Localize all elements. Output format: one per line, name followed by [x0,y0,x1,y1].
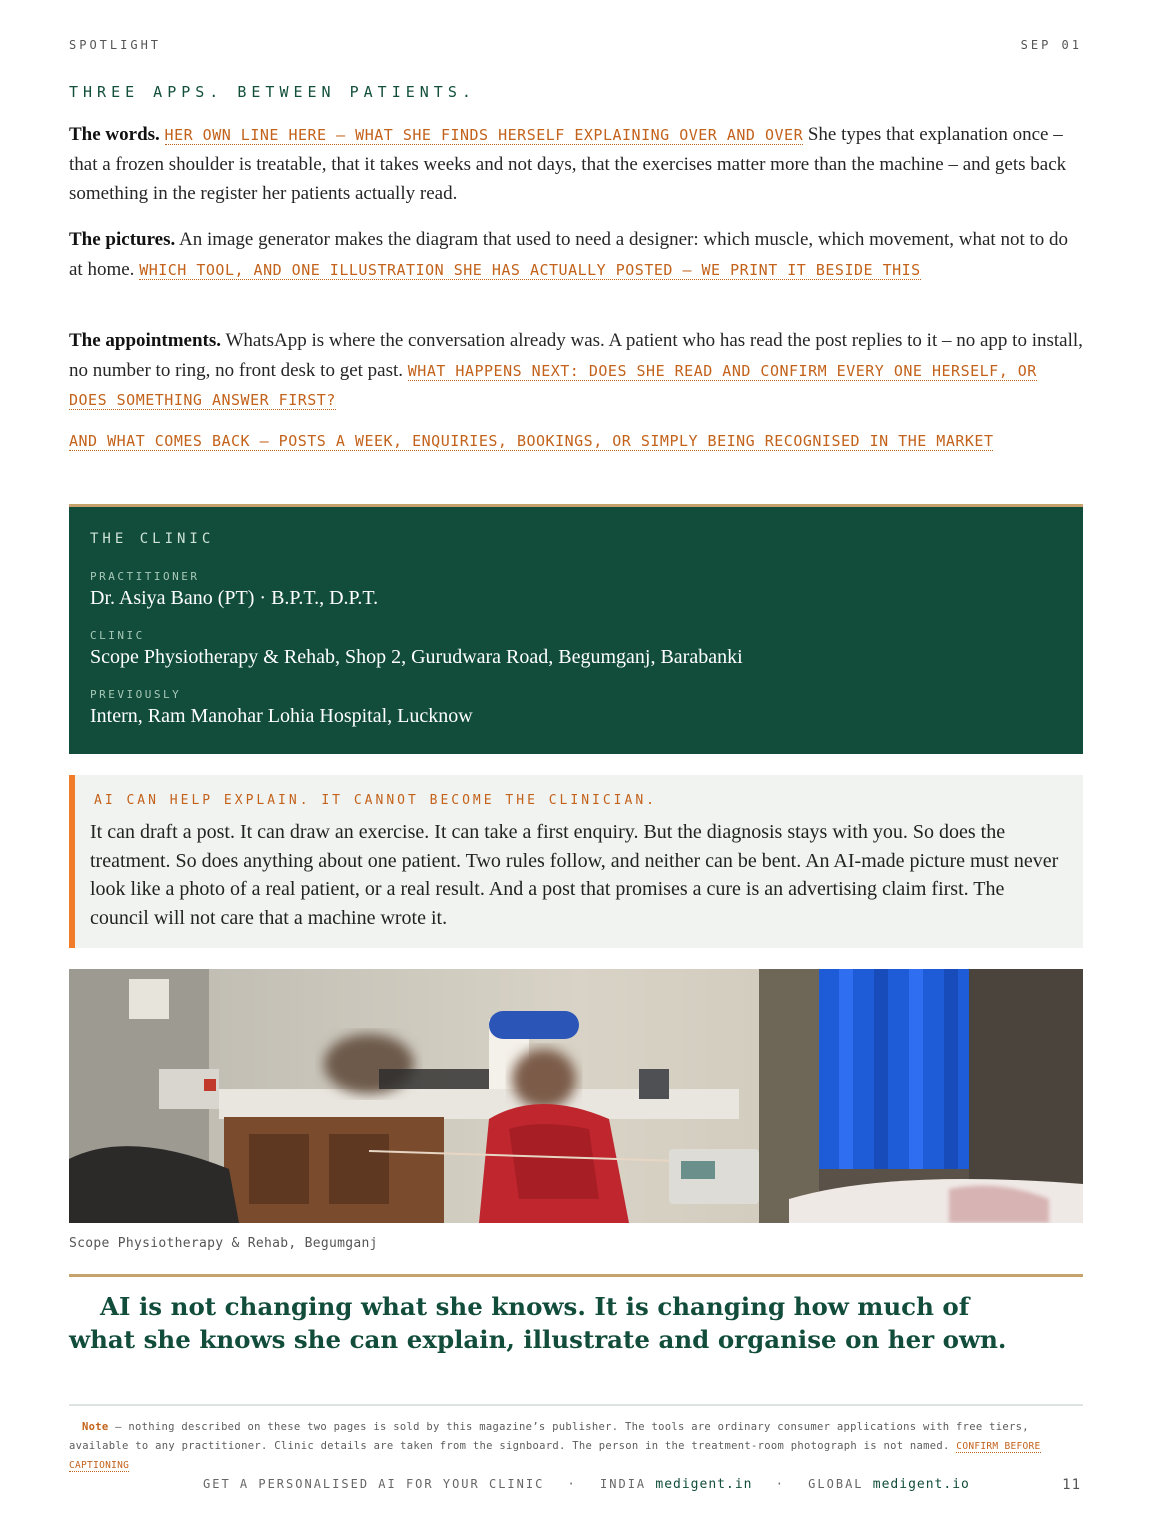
photo-caption: Scope Physiotherapy & Rehab, Begumganj [69,1236,378,1251]
india-label: INDIA [600,1477,647,1491]
pictures-body: An image generator makes the diagram that used to need a designer: which muscle, which movement, what not to do at home. [69,229,1069,280]
words-paragraph [69,120,1083,209]
clinic-value: Scope Physiotherapy & Rehab, Shop 2, Gurudwara Road, Begumganj, Barabanki [90,646,743,668]
callout-title: AI CAN HELP EXPLAIN. IT CANNOT BECOME THE CLINICIAN. [94,793,657,808]
section-title: THREE APPS. BETWEEN PATIENTS. [69,83,476,101]
previously-label: PREVIOUSLY [90,688,182,701]
treatment-room-photo [69,969,1083,1223]
gold-divider [69,1274,1083,1277]
clinic-info-box [69,504,1083,754]
page-footer [69,1477,1083,1495]
appointments-body: WhatsApp is where the conversation already was. A patient who has read the post replies to it – no app to install, no number to ring, no front desk to get past. [69,330,1083,381]
india-site-link[interactable]: medigent.in [655,1477,753,1492]
note-text: – nothing described on these two pages is sold by this magazine’s publisher. The tools are ordinary consumer applications with free tiers, available to any practitioner. Clinic details are taken from the signboard. The person in the treatment-room photograph is not named. [69,1421,1029,1452]
global-site-link[interactable]: medigent.io [872,1477,970,1492]
pull-quote [69,1290,1083,1356]
practitioner-value: Dr. Asiya Bano (PT) · B.P.T., D.P.T. [90,587,379,609]
pull-quote-line1: AI is not changing what she knows. It is changing how much of [100,1292,970,1321]
appointments-lead: The appointments. [69,330,222,351]
practitioner-label: PRACTITIONER [90,570,200,583]
note-label: Note [82,1421,109,1433]
words-body: She types that explanation once – that a frozen shoulder is treatable, that it takes weeks and not days, that the exercises matter more than the machine – and gets back something in the register her patients actually read. [69,124,1067,204]
page-number: 11 [1062,1477,1081,1493]
clinic-label: CLINIC [90,629,145,642]
clinic-box-title: THE CLINIC [90,531,215,547]
footer-separator: · [567,1477,577,1491]
pictures-placeholder: WHICH TOOL, AND ONE ILLUSTRATION SHE HAS ACTUALLY POSTED — WE PRINT IT BESIDE THIS [139,260,921,279]
pictures-paragraph [69,225,1083,284]
global-label: GLOBAL [808,1477,864,1491]
appointments-placeholder: WHAT HAPPENS NEXT: DOES SHE READ AND CONFIRM EVERY ONE HERSELF, OR DOES SOMETHING ANSWER FIRST? [69,361,1037,409]
words-placeholder: HER OWN LINE HERE — WHAT SHE FINDS HERSELF EXPLAINING OVER AND OVER [164,126,804,144]
footer-separator: · [775,1477,785,1491]
ai-warning-callout [69,775,1083,948]
footer-cta-text: GET A PERSONALISED AI FOR YOUR CLINIC [203,1477,545,1491]
section-label: SPOTLIGHT [69,38,162,52]
appointments-paragraph [69,326,1083,415]
pictures-lead: The pictures. [69,229,176,250]
returns-placeholder-paragraph [69,428,1083,454]
confirm-placeholder: CONFIRM BEFORE CAPTIONING [69,1440,1041,1471]
pull-quote-line2: what she knows she can explain, illustrate and organise on her own. [69,1325,1007,1354]
returns-placeholder: AND WHAT COMES BACK — POSTS A WEEK, ENQUIRIES, BOOKINGS, OR SIMPLY BEING RECOGNISED IN THE MARKET [69,432,994,450]
words-lead: The words. [69,124,160,145]
treatment-room-illustration [69,969,1083,1223]
footer-cta [203,1477,970,1492]
page-header [69,38,1082,56]
previously-value: Intern, Ram Manohar Lohia Hospital, Lucknow [90,705,473,727]
callout-text: It can draft a post. It can draw an exercise. It can take a first enquiry. But the diagnosis stays with you. So does the treatment. So does anything about one patient. Two rules follow, and neither can be bent. An AI-made picture must never look like a photo of a real patient, or a real result. And a post that promises a cure is an advertising claim first. The council will not care that a machine wrote it. [90,821,1059,929]
footnote [69,1418,1083,1476]
grey-divider [69,1404,1083,1406]
issue-date: SEP 01 [1020,38,1082,52]
